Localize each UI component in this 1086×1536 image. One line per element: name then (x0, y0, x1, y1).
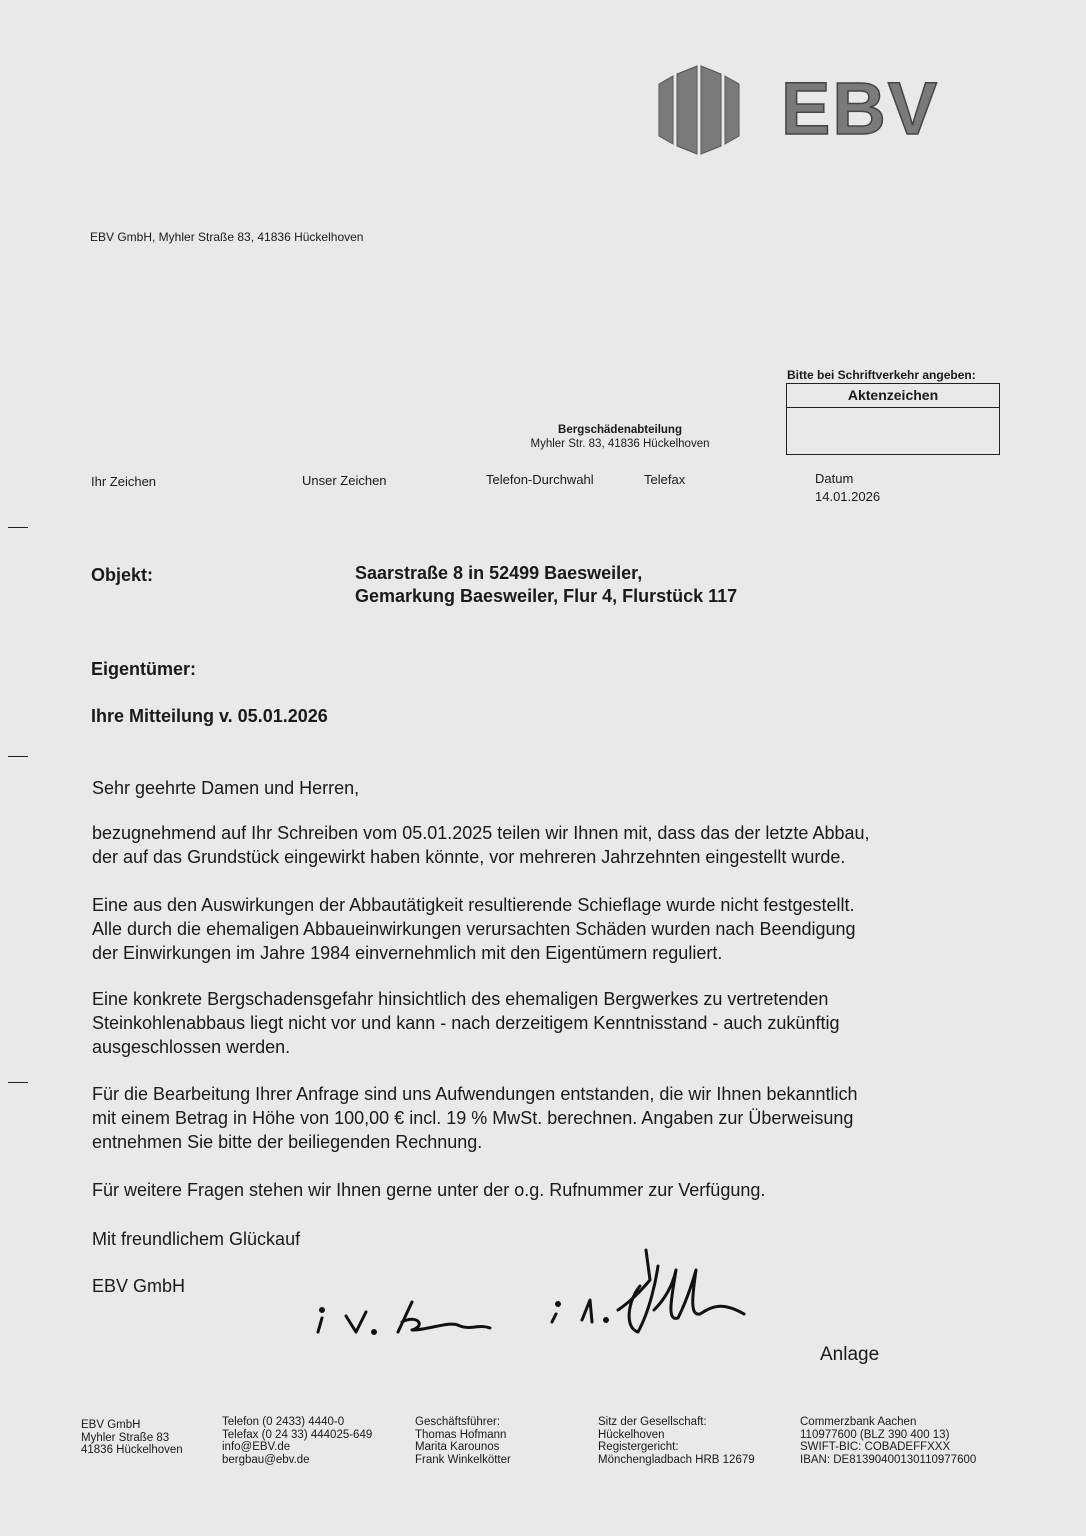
paragraph-line: Eine aus den Auswirkungen der Abbautätigkeit resultierende Schieflage wurde nicht festgestellt. (92, 895, 855, 915)
closing: Mit freundlichem Glückauf (92, 1229, 301, 1249)
paragraph (92, 987, 992, 1059)
footer-line: Telefon (0 2433) 4440-0 (222, 1416, 345, 1428)
field-unser-zeichen: Unser Zeichen (302, 473, 387, 488)
footer-line: Telefax (0 24 33) 444025-649 (222, 1428, 373, 1441)
footer-line: Marita Karounos (415, 1441, 500, 1453)
field-telefon: Telefon-Durchwahl (486, 472, 594, 487)
footer-contact (222, 1416, 372, 1466)
footer-management (415, 1416, 511, 1466)
field-datum-value: 14.01.2026 (815, 489, 881, 504)
paragraph (92, 1178, 992, 1202)
fold-mark (8, 527, 28, 528)
field-datum-label: Datum (815, 471, 854, 486)
reference-box-header: Aktenzeichen (787, 384, 999, 408)
footer-line: Mönchengladbach HRB 12679 (598, 1453, 755, 1466)
fold-mark (8, 756, 28, 757)
paragraph (92, 893, 992, 965)
footer-line: Frank Winkelkötter (415, 1453, 511, 1466)
footer-line: Registergericht: (598, 1441, 679, 1453)
ebv-logo (655, 62, 955, 158)
reference-title: Bitte bei Schriftverkehr angeben: (787, 368, 976, 382)
objekt-label: Objekt: (91, 565, 154, 585)
mitteilung: Ihre Mitteilung v. 05.01.2026 (91, 706, 328, 726)
reference-box (786, 383, 1000, 455)
anlage: Anlage (820, 1344, 880, 1365)
logo-text: EBV (781, 67, 940, 150)
department-name: Bergschädenabteilung (558, 424, 682, 436)
footer-registry (598, 1416, 755, 1466)
footer-line: bergbau@ebv.de (222, 1453, 310, 1466)
footer-line: IBAN: DE81390400130110977600 (800, 1453, 977, 1466)
salutation: Sehr geehrte Damen und Herren, (92, 778, 360, 798)
footer-line: SWIFT-BIC: COBADEFFXXX (800, 1441, 951, 1453)
paragraph-line: mit einem Betrag in Höhe von 100,00 € incl. 19 % MwSt. berechnen. Angaben zur Überweisung (92, 1108, 854, 1128)
field-telefax: Telefax (644, 472, 686, 487)
paragraph-line: entnehmen Sie bitte der beiliegenden Rechnung. (92, 1132, 483, 1152)
department-address: Myhler Str. 83, 41836 Hückelhoven (530, 438, 710, 450)
eigentuemer-label: Eigentümer: (91, 659, 197, 679)
sender-line: EBV GmbH, Myhler Straße 83, 41836 Hückelhoven (90, 230, 364, 244)
footer-line: info@EBV.de (222, 1441, 291, 1453)
paragraph-line: Steinkohlenabbaus liegt nicht vor und kann - nach derzeitigem Kenntnisstand - auch zukünftig (92, 1013, 840, 1033)
footer-line: Hückelhoven (598, 1428, 665, 1441)
department-block (510, 423, 730, 451)
paragraph-line: Eine konkrete Bergschadensgefahr hinsichtlich des ehemaligen Bergwerkes zu vertretenden (92, 989, 829, 1009)
paragraph-line: bezugnehmend auf Ihr Schreiben vom 05.01.2025 teilen wir Ihnen mit, dass das der letzte Abbau, (92, 823, 870, 843)
objekt-line-1: Saarstraße 8 in 52499 Baesweiler, (355, 563, 643, 583)
footer-line: EBV GmbH (81, 1419, 141, 1431)
paragraph-line: Für die Bearbeitung Ihrer Anfrage sind uns Aufwendungen entstanden, die wir Ihnen bekanntlich (92, 1084, 858, 1104)
handwritten-signature (300, 1240, 770, 1350)
paragraph-line: der auf das Grundstück eingewirkt haben könnte, vor mehreren Jahrzehnten eingestellt wurde. (92, 847, 846, 867)
paragraph (92, 1082, 992, 1154)
paragraph (92, 821, 992, 869)
fold-mark (8, 1082, 28, 1083)
footer-line: 110977600 (BLZ 390 400 13) (800, 1428, 950, 1441)
footer-bank (800, 1416, 976, 1466)
field-ihr-zeichen: Ihr Zeichen (91, 474, 157, 489)
footer-line: 41836 Hückelhoven (81, 1444, 183, 1456)
paragraph-line: Alle durch die ehemaligen Abbaueinwirkungen verursachten Schäden wurden nach Beendigung (92, 919, 856, 939)
paragraph-line: Für weitere Fragen stehen wir Ihnen gerne unter der o.g. Rufnummer zur Verfügung. (92, 1180, 766, 1200)
objekt-line-2: Gemarkung Baesweiler, Flur 4, Flurstück 117 (355, 586, 738, 606)
paragraph-line: ausgeschlossen werden. (92, 1037, 291, 1057)
footer-line: Geschäftsführer: (415, 1416, 501, 1428)
footer-address (81, 1419, 183, 1457)
footer-line: Myhler Straße 83 (81, 1431, 170, 1444)
company-name: EBV GmbH (92, 1276, 186, 1296)
footer-line: Sitz der Gesellschaft: (598, 1416, 707, 1428)
paragraph-line: der Einwirkungen im Jahre 1984 einvernehmlich mit den Eigentümern reguliert. (92, 943, 723, 963)
footer-line: Commerzbank Aachen (800, 1416, 917, 1428)
footer-line: Thomas Hofmann (415, 1428, 507, 1441)
